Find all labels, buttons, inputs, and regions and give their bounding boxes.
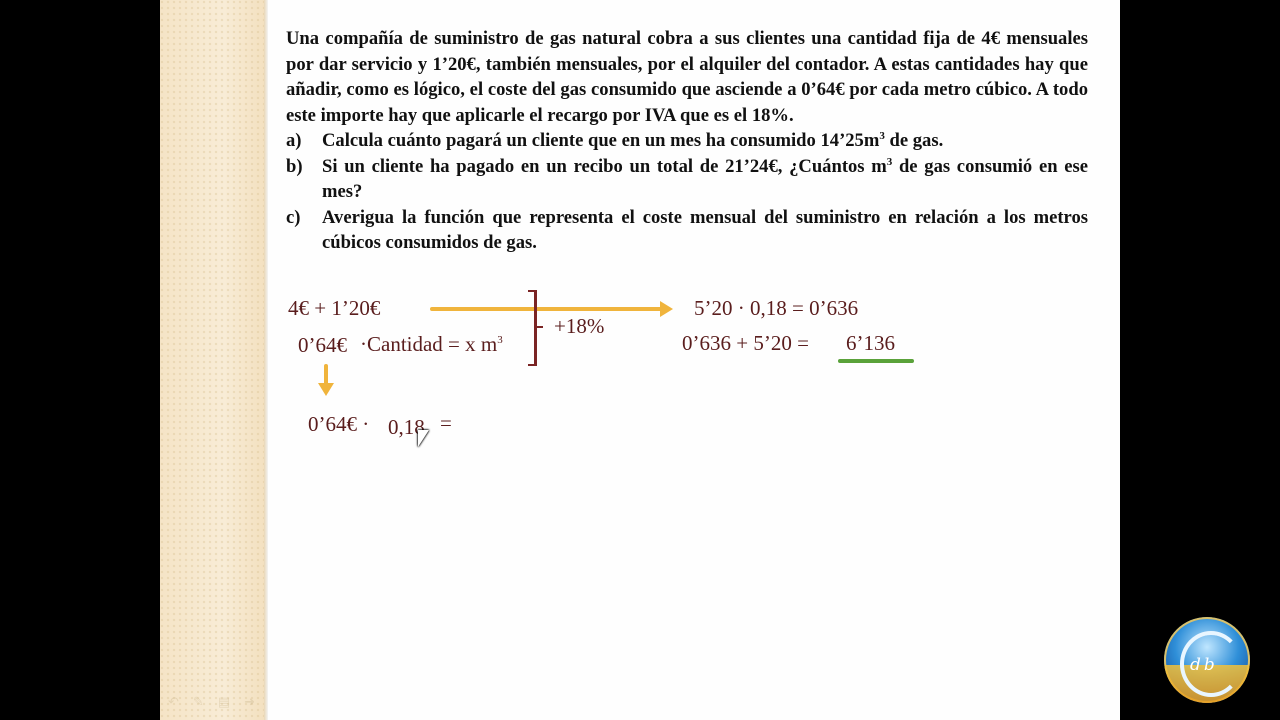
slideshow-controls[interactable] (168, 695, 255, 710)
superscript: 3 (497, 334, 503, 346)
logo-letters: db (1190, 655, 1218, 675)
variable-quantity (360, 332, 503, 357)
arrow-right (430, 307, 662, 311)
question-text-part: de gas consumió en ese mes? (322, 155, 1088, 202)
result-underline (838, 359, 914, 363)
calc-vat: 5’20 · 0,18 = 0’636 (694, 296, 859, 320)
question-text-part: Si un cliente ha pagado en un recibo un total de 21’24€, ¿Cuántos m (322, 155, 887, 177)
question-text (322, 205, 1088, 256)
calc-result: 6’136 (846, 331, 895, 355)
superscript: 3 (886, 155, 893, 168)
question-c (286, 205, 1088, 256)
question-label: b) (286, 155, 303, 177)
variable-rate: 0’64€ (298, 333, 347, 357)
question-text-part: de gas. (884, 130, 944, 151)
question-text (322, 128, 1088, 154)
calc-variable-vat-a: 0’64€ · (308, 412, 370, 436)
calc-sum: 0’636 + 5’20 = (682, 331, 809, 355)
question-a (286, 128, 1088, 154)
superscript: 3 (879, 129, 885, 142)
forward-icon[interactable]: ➜ (244, 695, 256, 710)
calc-variable-vat-c: = (440, 411, 452, 435)
calc-variable-vat-b: 0,18 (388, 415, 425, 439)
question-label: c) (286, 206, 301, 228)
slide (160, 0, 1120, 720)
question-text-part: Averigua la función que representa el coste mensual del suministro en relación a los metros cúbicos consumidos de gas. (322, 206, 1088, 253)
slide-side-band (160, 0, 266, 720)
arrow-right-head (660, 301, 673, 317)
brace-tick (536, 326, 543, 328)
brace-tick (528, 290, 536, 292)
pen-icon[interactable]: ✎ (192, 695, 204, 710)
vat-label: +18% (554, 314, 605, 338)
menu-icon[interactable]: ▤ (217, 695, 231, 710)
brace (534, 290, 537, 366)
question-label: a) (286, 130, 302, 151)
back-icon[interactable]: ↶ (168, 695, 179, 710)
question-b (286, 154, 1088, 205)
question-text-part: Calcula cuánto pagará un cliente que en un mes ha consumido 14’25m (322, 130, 880, 151)
side-edge (264, 0, 268, 720)
variable-quantity-text: ·Cantidad = x m (360, 332, 498, 356)
mouse-cursor-icon (418, 430, 429, 447)
arrow-down-head (318, 383, 334, 396)
question-text (322, 154, 1088, 205)
fixed-costs: 4€ + 1’20€ (288, 296, 381, 320)
problem-intro: Una compañía de suministro de gas natural cobra a sus clientes una cantidad fija de 4€ mensuales por dar servicio y 1’20€, también mensuales, por el alquiler del contador. A estas cantidades hay que añadir, como es lógico, el coste del gas consumido que asciende a 0’64€ por cada metro cúbico. A todo este importe hay que aplicarle el recargo por IVA que es el 18%. (286, 28, 1088, 126)
channel-logo[interactable] (1164, 617, 1250, 703)
problem-statement (286, 26, 1088, 256)
brace-tick (528, 364, 536, 366)
